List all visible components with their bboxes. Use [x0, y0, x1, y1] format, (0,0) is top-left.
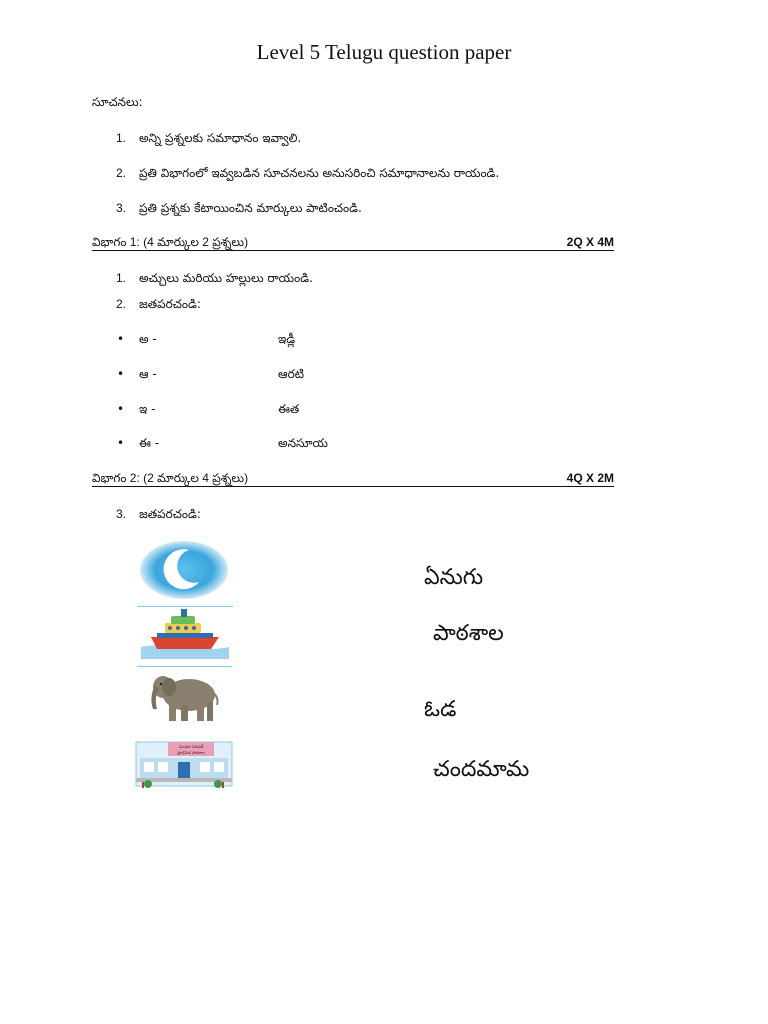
elephant-icon — [137, 667, 232, 725]
moon-image — [137, 540, 232, 600]
school-sign-line-1: మండల పరిషత్ — [178, 744, 204, 749]
bullet: • — [117, 332, 125, 346]
instruction-number: 3. — [116, 201, 127, 215]
school-image — [134, 732, 234, 792]
match-right: ఆరటి — [278, 367, 304, 381]
match-right: అనసూయ — [278, 436, 328, 450]
word-ship: ఓడ — [424, 697, 457, 722]
word-elephant: ఏనుగు — [424, 565, 484, 590]
section-1-title: విభాగం 1: (4 మార్కుల 2 ప్రశ్నలు) — [92, 235, 249, 249]
page-title: Level 5 Telugu question paper — [256, 40, 512, 64]
bullet: • — [117, 402, 125, 416]
question-number: 2. — [116, 297, 127, 311]
instruction-text: అన్ని ప్రశ్నలకు సమాధానం ఇవ్వాలి. — [139, 131, 302, 145]
question-text: జతపరచండి: — [139, 507, 201, 521]
question-text: అచ్చులు మరియు హల్లులు రాయండి. — [139, 271, 313, 285]
match-left: అ - — [139, 332, 157, 346]
school-sign-line-2: ప్రాథమిక పాఠశాల — [177, 750, 205, 755]
word-school: పాఠశాల — [433, 621, 504, 646]
instruction-text: ప్రతి ప్రశ్నకు కేటాయించిన మార్కులు పాటించండి. — [139, 201, 362, 215]
section-2-title: విభాగం 2: (2 మార్కుల 4 ప్రశ్నలు) — [92, 471, 249, 485]
ship-icon — [137, 607, 233, 659]
moon-icon — [137, 540, 232, 600]
match-left: ఈ - — [139, 436, 160, 450]
section-2-header — [92, 470, 614, 487]
instruction-number: 2. — [116, 166, 127, 180]
instruction-text: ప్రతి విభాగంలో ఇవ్వబడిన సూచనలను అనుసరించి సమాధానాలను రాయండి. — [139, 166, 500, 180]
word-moon: చందమామ — [433, 757, 530, 782]
section-1-marks: 2Q X 4M — [566, 235, 614, 249]
ship-image — [137, 606, 233, 659]
match-left: ఇ - — [139, 402, 156, 416]
section-2-marks: 4Q X 2M — [566, 471, 614, 485]
question-text: జతపరచండి: — [139, 297, 201, 311]
section-1-header — [92, 234, 614, 251]
match-left: ఆ - — [139, 367, 157, 381]
match-right: ఈత — [278, 402, 300, 416]
question-number: 3. — [116, 507, 127, 521]
instruction-number: 1. — [116, 131, 127, 145]
bullet: • — [117, 367, 125, 381]
elephant-image — [137, 666, 232, 725]
instructions-heading: సూచనలు: — [92, 95, 143, 109]
bullet: • — [117, 436, 125, 450]
question-number: 1. — [116, 271, 127, 285]
school-icon — [134, 732, 234, 792]
match-right: ఇడ్లీ — [278, 332, 296, 346]
